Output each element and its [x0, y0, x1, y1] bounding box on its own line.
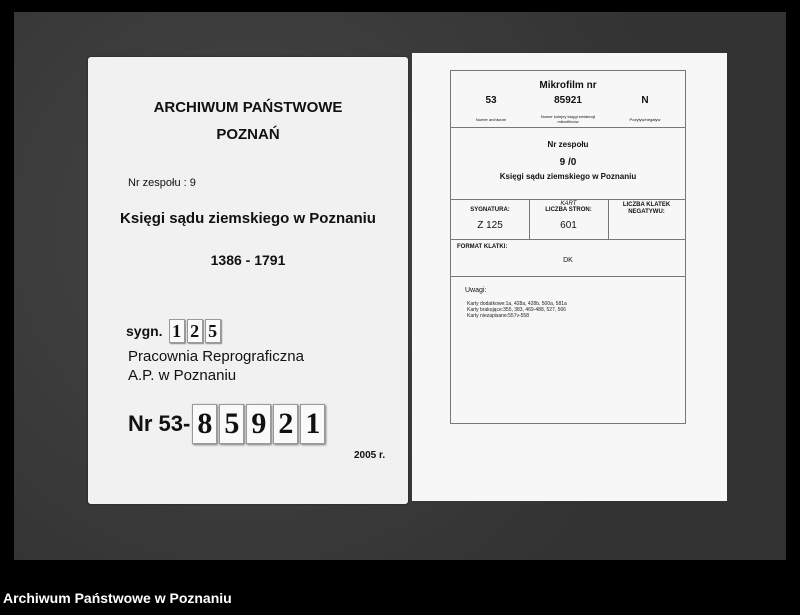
archive-number-value: 53	[485, 95, 497, 106]
microfilm-number-label: Numer kolejny księgi ewidencji mikrofilmów	[540, 114, 596, 124]
notes-label: Uwagi:	[465, 287, 487, 294]
note-line: Karty brakujące:355, 383, 469-488, 527, 566	[467, 307, 566, 313]
microfilm-digit: 2	[273, 404, 298, 444]
microfilm-digit: 1	[300, 404, 325, 444]
note-line: Karty dodatkowe:1a, 428a, 428b, 500a, 581a	[467, 301, 567, 307]
signature-digit: 5	[205, 319, 221, 343]
date-range: 1386 - 1791	[210, 252, 286, 268]
form-divider	[451, 199, 685, 200]
microfilm-digit: 8	[192, 404, 217, 444]
archive-number-label: Numer archiwum	[475, 117, 507, 122]
signature-field-value: Z 125	[477, 220, 503, 231]
frame-format-value: DK	[563, 257, 573, 264]
microfilm-record-card	[412, 53, 727, 501]
frames-field-label-2: NEGATYWU:	[628, 209, 665, 215]
record-form	[450, 70, 686, 424]
microfilm-number-prefix: Nr 53-	[128, 411, 191, 436]
fonds-number-value: 9 /0	[559, 157, 577, 168]
image-caption: Archiwum Państwowe w Poznaniu	[3, 590, 232, 606]
microfilm-number-value: 85921	[554, 95, 582, 106]
pages-field-label: LICZBA STRON:	[545, 207, 592, 213]
form-divider	[451, 239, 685, 240]
archive-name: ARCHIWUM PAŃSTWOWE	[153, 99, 343, 116]
workshop-location: A.P. w Poznaniu	[128, 367, 237, 384]
card-year: 2005 r.	[354, 450, 386, 461]
form-divider	[451, 276, 685, 277]
signature-digit: 1	[169, 319, 185, 343]
signature-row	[126, 319, 223, 343]
microfilm-label: Mikrofilm nr	[539, 80, 597, 91]
archive-title-card	[88, 57, 408, 504]
fonds-name-value: Księgi sądu ziemskiego w Poznaniu	[499, 172, 637, 181]
microfilm-digit: 9	[246, 404, 271, 444]
microfilm-number-row	[128, 404, 327, 444]
frame-format-label: FORMAT KLATKI:	[457, 244, 508, 250]
frames-field-label: LICZBA KLATEK	[622, 202, 671, 208]
signature-digit: 2	[187, 319, 203, 343]
archive-city: POZNAŃ	[216, 126, 280, 143]
film-type-label: Pozytyw/negatyw	[629, 117, 661, 122]
pages-field-value: 601	[560, 220, 577, 231]
note-line: Karty niezapisane:557v-558	[467, 313, 529, 319]
workshop-name: Pracownia Reprograficzna	[128, 348, 304, 365]
signature-label: sygn.	[126, 323, 163, 339]
fonds-label: Nr zespołu	[547, 140, 589, 149]
microfilm-digit: 5	[219, 404, 244, 444]
pages-correction: KART	[560, 201, 577, 207]
form-divider	[451, 127, 685, 128]
fonds-name: Księgi sądu ziemskiego w Poznaniu	[120, 210, 376, 227]
film-type-value: N	[641, 95, 649, 106]
signature-field-label: SYGNATURA:	[470, 207, 510, 213]
fonds-number-line: Nr zespołu : 9	[128, 177, 196, 189]
